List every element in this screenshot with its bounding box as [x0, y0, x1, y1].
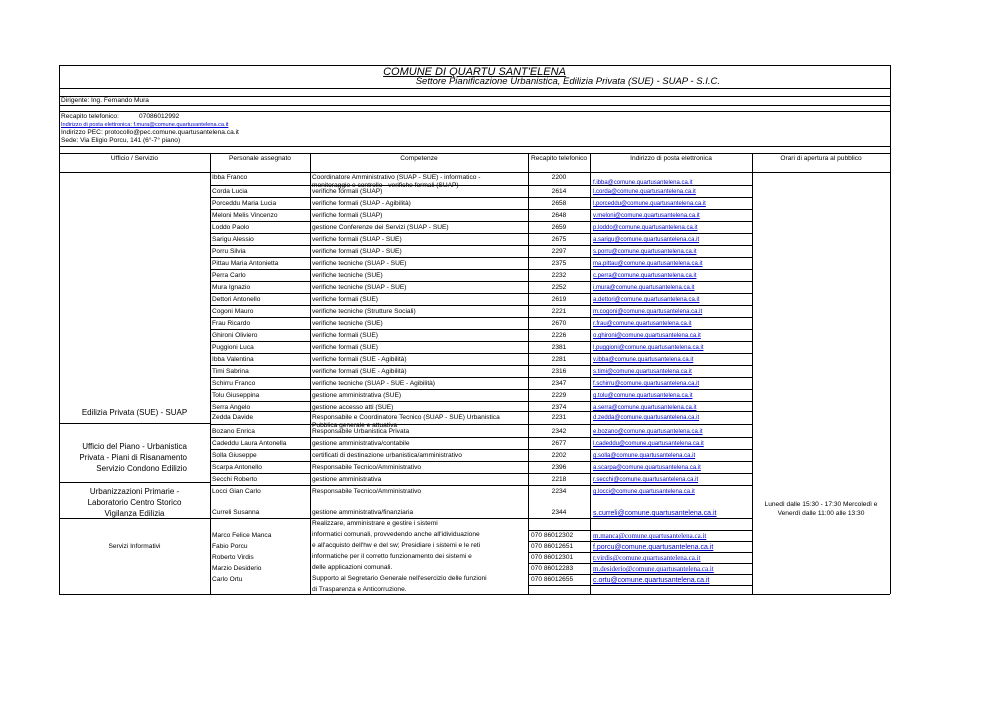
staff-email-link[interactable]: l.cadeddu@comune.quartusantelena.ca.it: [593, 441, 704, 447]
staff-email-link[interactable]: r.secchi@comune.quartusantelena.ca.it: [593, 477, 699, 483]
informativi-phone: 070 86012655: [531, 576, 574, 583]
staff-phone: 2677: [551, 440, 567, 447]
informativi-competenze: delle applicazioni comunali.: [312, 564, 393, 571]
row-divider: [210, 317, 752, 318]
informativi-email-link[interactable]: m.desiderio@comune.quartusantelena.ca.it: [593, 565, 714, 573]
informativi-email-link[interactable]: m.manca@comune.quartusantelena.ca.it: [593, 532, 707, 540]
staff-email-link[interactable]: i.mura@comune.quartusantelena.ca.it: [593, 285, 695, 291]
staff-competenze: verifiche formali (SUAP): [312, 188, 383, 195]
informativi-phone: 070 86012301: [531, 554, 574, 561]
informativi-phone: 070 86012283: [531, 565, 574, 572]
staff-competenze: verifiche tecniche (SUAP - SUE): [312, 260, 407, 267]
informativi-divider: [528, 574, 752, 575]
staff-email-link[interactable]: m.cogoni@comune.quartusantelena.ca.it: [593, 309, 703, 315]
staff-competenze: gestione amministrativa/contabile: [312, 440, 410, 447]
staff-email-link[interactable]: o.ghironi@comune.quartusantelena.ca.it: [593, 333, 701, 339]
col-header-orari: Orari di apertura al pubblico: [780, 155, 862, 162]
page-subtitle: Settore Pianificazione Urbanistica, Edilizia Privata (SUE) - SUAP - S.I.C.: [415, 76, 720, 87]
staff-phone: 2396: [551, 464, 567, 471]
staff-name: Cogoni Mauro: [212, 308, 254, 315]
staff-name: Timi Sabrina: [212, 368, 249, 375]
staff-email-link[interactable]: a.serra@comune.quartusantelena.ca.it: [593, 405, 697, 411]
header-divider: [59, 88, 890, 89]
recapito-value: 07086012992: [139, 113, 180, 120]
staff-phone: 2344: [551, 509, 567, 516]
informativi-competenze: Supporto al Segretario Generale nell'esercizio delle funzioni: [312, 575, 487, 582]
staff-phone: 2659: [551, 224, 567, 231]
staff-email-link[interactable]: l.porceddu@comune.quartusantelena.ca.it: [593, 201, 706, 207]
section-urb-line1: Urbanizzazioni Primarie -: [89, 487, 180, 496]
staff-email-link[interactable]: l.puggioni@comune.quartusantelena.ca.it: [593, 345, 704, 351]
staff-competenze: gestione amministrativa/finanziaria: [312, 509, 414, 516]
row-divider: [210, 401, 752, 402]
divider: [59, 96, 890, 97]
staff-competenze: certificati di destinazione urbanistica/amministrativo: [312, 452, 462, 459]
staff-competenze: verifiche formali (SUAP - SUE): [312, 248, 402, 255]
staff-competenze: gestione accesso atti (SUE): [312, 404, 394, 411]
informativi-email-link[interactable]: r.virdis@comune.quartusantelena.ca.it: [593, 554, 701, 562]
row-divider: [210, 233, 752, 234]
staff-phone: 2281: [551, 356, 567, 363]
col-header-ufficio: Ufficio / Servizio: [110, 155, 159, 162]
staff-phone: 2374: [551, 404, 567, 411]
informativi-divider: [528, 541, 752, 542]
informativi-competenze: e all'acquisto dell'hw e del sw; Presidiare i sistemi e le reti: [312, 542, 481, 549]
section-informativi: Servizi Informativi: [108, 543, 161, 550]
staff-name: Serra Angelo: [212, 404, 251, 411]
staff-name: Secchi Roberto: [212, 476, 258, 483]
pec-address: Indirizzo PEC: protocollo@pec.comune.quartusantelena.ca.it: [61, 129, 239, 136]
staff-competenze-cont: Pubblica generale e attuativa: [312, 422, 398, 429]
staff-name: Ghironi Oliviero: [212, 332, 258, 339]
divider: [59, 111, 890, 112]
staff-phone: 2229: [551, 392, 567, 399]
dirigente: Dirigente: Ing. Fernando Mura: [61, 97, 149, 104]
staff-phone: 2619: [551, 296, 567, 303]
staff-competenze: verifiche formali (SUAP - SUE): [312, 236, 402, 243]
staff-email-link[interactable]: v.meloni@comune.quartusantelena.ca.it: [593, 213, 700, 219]
staff-name: Zedda Davide: [212, 414, 254, 421]
section-urb-line3: Vigilanza Edilizia: [104, 509, 165, 518]
informativi-name: Roberto Virdis: [212, 554, 254, 561]
informativi-name: Fabio Porcu: [212, 543, 248, 550]
staff-competenze: verifiche formali (SUAP): [312, 212, 383, 219]
informativi-competenze: Realizzare, amministrare e gestire i sistemi: [312, 520, 438, 527]
staff-name: Dettori Antonello: [212, 296, 261, 303]
informativi-divider: [528, 552, 752, 553]
staff-name: Frau Ricardo: [212, 320, 251, 327]
staff-phone: 2234: [551, 488, 567, 495]
sede-address: Sede: Via Eligio Porcu, 141 (6°-7° piano): [61, 137, 181, 144]
row-divider: [210, 485, 752, 486]
staff-email-link[interactable]: p.loddo@comune.quartusantelena.ca.it: [593, 225, 698, 231]
staff-name: Corda Lucia: [212, 188, 248, 195]
informativi-divider: [528, 563, 752, 564]
staff-phone: 2670: [551, 320, 567, 327]
row-divider: [210, 305, 752, 306]
col-header-personale: Personale assegnato: [229, 155, 291, 162]
row-divider: [210, 341, 752, 342]
row-divider: [210, 461, 752, 462]
row-divider: [210, 257, 752, 258]
staff-email-link[interactable]: g.solla@comune.quartusantelena.ca.it: [593, 453, 696, 459]
row-divider: [210, 411, 752, 412]
staff-competenze: verifiche formali (SUE - Agibilità): [312, 368, 407, 375]
staff-name: Curreli Susanna: [212, 509, 260, 516]
staff-name: Ibba Franco: [212, 174, 248, 181]
staff-name: Mura Ignazio: [212, 284, 251, 291]
dirigente-email-link[interactable]: Indirizzo di posta elettronica: f.mura@comune.quartusantelena.ca.it: [61, 122, 229, 128]
orari-line2: Venerdì dalle 11:00 alle 13:30: [777, 510, 865, 517]
staff-competenze: verifiche tecniche (SUE): [312, 272, 383, 279]
row-divider: [210, 353, 752, 354]
staff-email-link[interactable]: s.curreli@comune.quartusantelena.ca.it: [593, 510, 717, 517]
staff-email-link[interactable]: v.ibba@comune.quartusantelena.ca.it: [593, 357, 694, 363]
frame-bottom: [59, 594, 890, 595]
staff-phone: 2675: [551, 236, 567, 243]
informativi-email-link[interactable]: c.ortu@comune.quartusantelena.ca.it: [593, 577, 710, 584]
informativi-name: Marzio Desiderio: [212, 565, 262, 572]
staff-phone: 2658: [551, 200, 567, 207]
informativi-competenze: informatici comunali, provvedendo anche all'idividuazione: [312, 531, 480, 538]
table-row: [0, 412, 992, 429]
section-edilizia: Edilizia Privata (SUE) - SUAP: [81, 408, 188, 417]
staff-name: Scarpa Antonello: [212, 464, 262, 471]
staff-phone: 2614: [551, 188, 567, 195]
table-row: [0, 507, 992, 519]
row-divider: [210, 365, 752, 366]
staff-phone: 2297: [551, 248, 567, 255]
row-divider: [210, 389, 752, 390]
staff-phone: 2221: [551, 308, 567, 315]
row-divider: [210, 293, 752, 294]
staff-name: Perra Carlo: [212, 272, 246, 279]
recapito-label: Recapito telefonico:: [61, 113, 119, 120]
staff-email-link[interactable]: ma.pittau@comune.quartusantelena.ca.it: [593, 261, 703, 267]
page-title: COMUNE DI QUARTU SANT'ELENA: [383, 66, 566, 78]
informativi-name: Marco Felice Manca: [212, 532, 272, 539]
staff-competenze: Responsabile Urbanistica Privata: [312, 428, 410, 435]
divider: [59, 153, 890, 154]
staff-competenze: verifiche formali (SUE): [312, 344, 378, 351]
staff-phone: 2252: [551, 284, 567, 291]
staff-phone: 2316: [551, 368, 567, 375]
staff-competenze: Responsabile Tecnico/Amministrativo: [312, 488, 422, 495]
staff-name: Solla Giuseppe: [212, 452, 257, 459]
section-piano-line2: Privata - Piani di Risanamento: [79, 453, 187, 462]
staff-email-link[interactable]: s.porru@comune.quartusantelena.ca.it: [593, 249, 697, 255]
staff-competenze: verifiche tecniche (SUE): [312, 320, 383, 327]
staff-name: Sarigu Alessio: [212, 236, 254, 243]
staff-name: Loddo Paolo: [212, 224, 250, 231]
divider: [59, 146, 890, 147]
row-divider: [210, 437, 752, 438]
informativi-name: Carlo Ortu: [212, 576, 243, 583]
staff-email-link[interactable]: a.scarpa@comune.quartusantelena.ca.it: [593, 465, 701, 471]
staff-competenze: gestione amministrativa (SUE): [312, 392, 402, 399]
informativi-divider: [528, 530, 752, 531]
staff-email-link[interactable]: f.ibba@comune.quartusantelena.ca.it: [593, 180, 693, 186]
informativi-phone: 070 86012302: [531, 532, 574, 539]
staff-competenze: gestione Conferenze dei Servizi (SUAP - SUE): [312, 224, 449, 231]
staff-name: Meloni Melis Vincenzo: [212, 212, 278, 219]
staff-competenze: verifiche tecniche (Strutture Sociali): [312, 308, 416, 315]
staff-name: Porceddu Maria Lucia: [212, 200, 277, 207]
staff-competenze: Responsabile Tecnico/Amministrativo: [312, 464, 422, 471]
row-divider: [210, 424, 752, 425]
row-divider: [210, 269, 752, 270]
section-piano-line3: Servizio Condono Edilizio: [96, 464, 187, 473]
staff-name: Schirru Franco: [212, 380, 256, 387]
informativi-competenze: di Trasparenza e Anticorruzione.: [312, 586, 407, 593]
col-header-recapito: Recapito telefonico: [530, 155, 588, 162]
staff-email-link[interactable]: f.schirru@comune.quartusantelena.ca.it: [593, 381, 700, 387]
row-divider: [210, 473, 752, 474]
staff-competenze: verifiche tecniche (SUAP - SUE - Agibilità): [312, 380, 436, 387]
section-piano-line1: Ufficio del Piano - Urbanistica: [82, 442, 187, 451]
section-urb-line2: Laboratorio Centro Storico: [87, 498, 182, 507]
staff-competenze: verifiche formali (SUE - Agibilità): [312, 356, 407, 363]
staff-email-link[interactable]: l.corda@comune.quartusantelena.ca.it: [593, 189, 696, 195]
staff-name: Locci Gian Carlo: [212, 488, 261, 495]
table-row: [0, 172, 992, 189]
staff-email-link[interactable]: c.perra@comune.quartusantelena.ca.it: [593, 273, 697, 279]
staff-phone: 2200: [551, 174, 567, 181]
staff-email-link[interactable]: g.locci@comune.quartusantelena.ca.it: [593, 489, 695, 495]
staff-email-link[interactable]: a.dettori@comune.quartusantelena.ca.it: [593, 297, 700, 303]
staff-phone: 2381: [551, 344, 567, 351]
row-divider: [210, 281, 752, 282]
staff-name: Tolu Giuseppina: [212, 392, 260, 399]
staff-email-link[interactable]: r.frau@comune.quartusantelena.ca.it: [593, 321, 692, 327]
divider: [59, 105, 890, 106]
informativi-phone: 070 86012651: [531, 543, 574, 550]
staff-name: Puggioni Luca: [212, 344, 254, 351]
staff-name: Cadeddu Laura Antonella: [212, 440, 287, 447]
row-divider: [210, 209, 752, 210]
orari-line1: Lunedì dalle 15:30 - 17:30 Mercoledì e: [764, 501, 878, 508]
staff-name: Porru Silvia: [212, 248, 246, 255]
staff-competenze-cont: monitoraggio e controllo - verifiche formali (SUAP): [312, 182, 459, 189]
staff-phone: 2342: [551, 428, 567, 435]
informativi-competenze: informatiche per il corretto funzionamento dei sistemi e: [312, 553, 472, 560]
table-row: [0, 486, 992, 498]
staff-name: Ibba Valentina: [212, 356, 254, 363]
row-divider: [210, 185, 752, 186]
staff-email-link[interactable]: e.bozano@comune.quartusantelena.ca.it: [593, 429, 703, 435]
staff-name: Bozano Enrica: [212, 428, 255, 435]
staff-phone: 2218: [551, 476, 567, 483]
informativi-divider: [528, 585, 752, 586]
row-divider: [210, 449, 752, 450]
staff-competenze: gestione amministrativa: [312, 476, 382, 483]
staff-competenze: verifiche formali (SUAP - Agibilità): [312, 200, 411, 207]
staff-phone: 2648: [551, 212, 567, 219]
col-header-email: Indirizzo di posta elettronica: [630, 155, 712, 162]
staff-phone: 2347: [551, 380, 567, 387]
staff-competenze: Coordinatore Amministrativo (SUAP - SUE) - informatico -: [312, 174, 481, 181]
staff-email-link[interactable]: g.tolu@comune.quartusantelena.ca.it: [593, 393, 693, 399]
row-divider: [210, 245, 752, 246]
staff-email-link[interactable]: s.timi@comune.quartusantelena.ca.it: [593, 369, 692, 375]
staff-competenze: verifiche formali (SUE): [312, 332, 378, 339]
staff-email-link[interactable]: a.sarigu@comune.quartusantelena.ca.it: [593, 237, 700, 243]
staff-phone: 2232: [551, 272, 567, 279]
staff-name: Pittau Maria Antonietta: [212, 260, 279, 267]
col-header-competenze: Competenze: [400, 155, 438, 162]
staff-phone: 2231: [551, 414, 567, 421]
row-divider: [210, 377, 752, 378]
informativi-email-link[interactable]: f.porcu@comune.quartusantelena.ca.it: [593, 544, 714, 551]
staff-phone: 2226: [551, 332, 567, 339]
row-divider: [210, 329, 752, 330]
staff-email-link[interactable]: d.zedda@comune.quartusantelena.ca.it: [593, 415, 700, 421]
staff-phone: 2202: [551, 452, 567, 459]
staff-competenze: Responsabile e Coordinatore Tecnico (SUAP - SUE) Urbanistica: [312, 414, 500, 421]
staff-competenze: verifiche formali (SUE): [312, 296, 378, 303]
staff-competenze: verifiche tecniche (SUAP - SUE): [312, 284, 407, 291]
row-divider: [210, 197, 752, 198]
row-divider: [210, 221, 752, 222]
staff-phone: 2375: [551, 260, 567, 267]
